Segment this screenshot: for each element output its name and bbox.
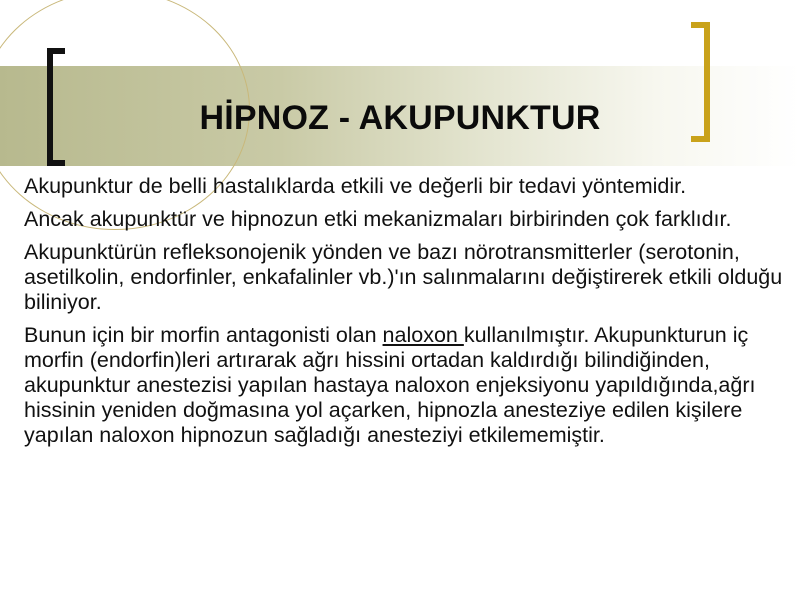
paragraph-4: [24, 323, 784, 448]
slide-title: HİPNOZ - AKUPUNKTUR: [199, 99, 601, 137]
naloxon-underlined-text: naloxon: [382, 323, 464, 347]
slide-body: [24, 174, 784, 456]
paragraph-1: Akupunktur de belli hastalıklarda etkili ve değerli bir tedavi yöntemidir.: [24, 174, 687, 198]
paragraph-4-after: kullanılmıştır. Akupunkturun iç morfin (endorfin)leri artırarak ağrı hissini ortadan kaldırdığı bilindiğinden, akupunktur anestezisi yapılan hastaya naloxon enjeksiyonu yapıldığında,ağrı hissinin yeniden doğmasına yol açarken, hipnozla anesteziye edilen kişilere yapılan naloxon hipnozun sağladığı anesteziyi etkilememiştir.: [24, 323, 756, 447]
right-bracket-decoration: [691, 22, 710, 142]
paragraph-2: Ancak akupunktür ve hipnozun etki mekanizmaları birbirinden çok farklıdır.: [24, 207, 732, 231]
paragraph-4-before: Bunun için bir morfin antagonisti olan: [24, 323, 383, 347]
left-bracket-decoration: [47, 48, 65, 166]
paragraph-3: Akupunktürün refleksonojenik yönden ve bazı nörotransmitterler (serotonin, asetilkolin, endorfinler, enkafalinler vb.)'ın salınmalarını değiştirerek etkili olduğu biliniyor.: [24, 240, 783, 314]
